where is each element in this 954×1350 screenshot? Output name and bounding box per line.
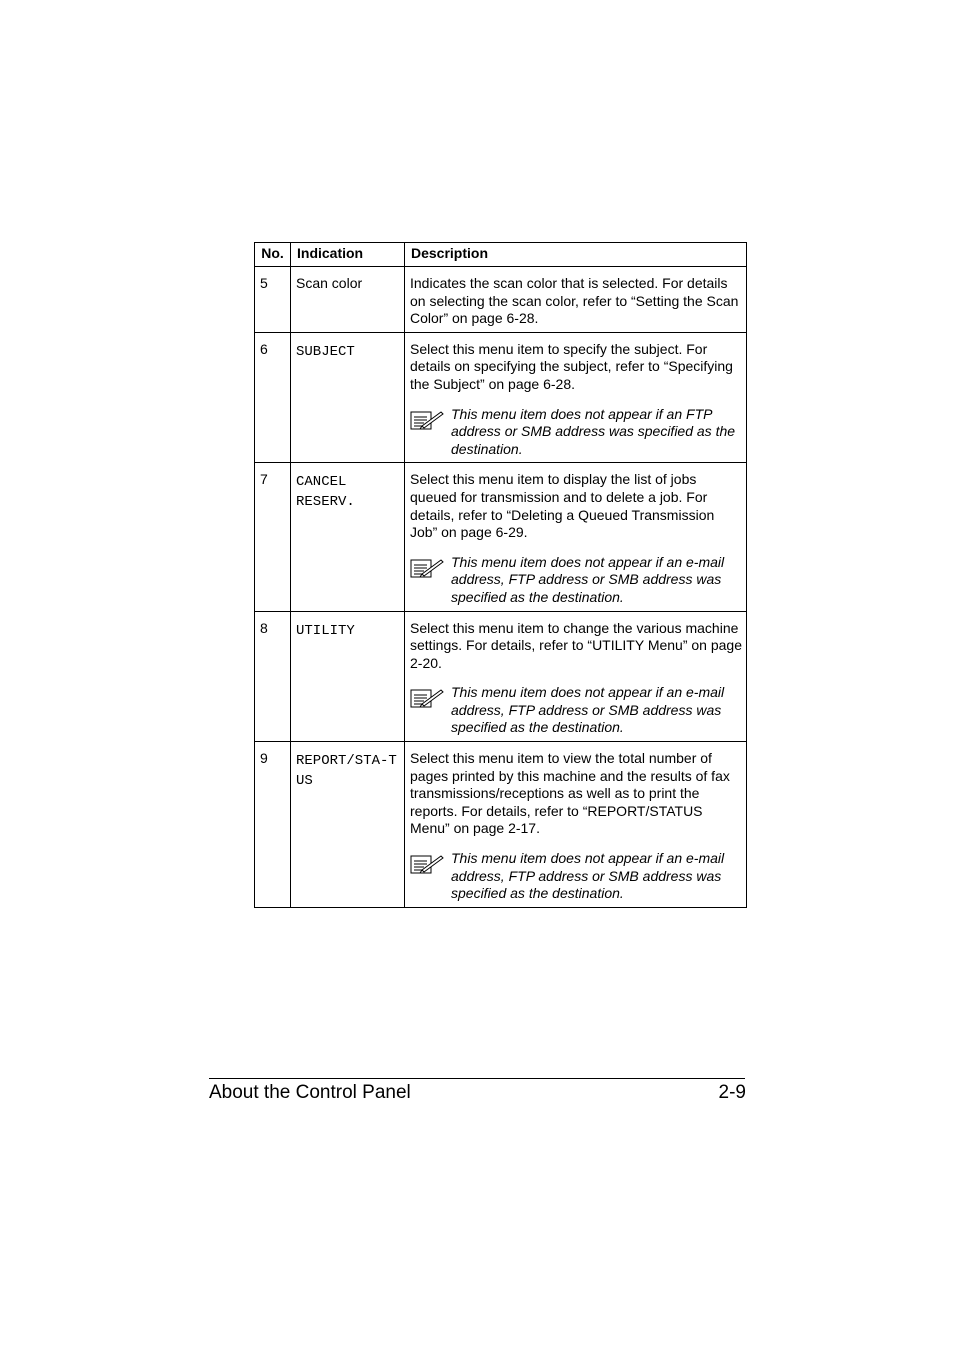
table-row (255, 332, 747, 463)
table-row (255, 611, 747, 742)
note-pencil-icon (410, 687, 444, 709)
row-indication (291, 463, 405, 611)
note-text: This menu item does not appear if an e-mail address, FTP address or SMB address was specified as the destination. (451, 684, 725, 736)
header-indication: Indication (291, 243, 405, 267)
indication-text: UTILITY (296, 622, 355, 639)
header-no: No. (255, 243, 291, 267)
table-header-row (255, 243, 747, 267)
table-row (255, 742, 747, 908)
row-description (405, 332, 747, 463)
description-text: Select this menu item to display the list of jobs queued for transmission and to delete a job. For details, refer to “Deleting a Queued Transmission Job” on page 6-29. (410, 471, 715, 541)
row-description (405, 742, 747, 908)
header-description: Description (405, 243, 747, 267)
description-text: Select this menu item to specify the subject. For details on specifying the subject, refer to “Specifying the Subject” on page 6-28. (410, 340, 733, 392)
row-description (405, 267, 747, 333)
note (410, 850, 742, 903)
note (410, 684, 742, 737)
note-text: This menu item does not appear if an e-mail address, FTP address or SMB address was specified as the destination. (451, 850, 725, 902)
description-text: Indicates the scan color that is selected. For details on selecting the scan color, refer to “Setting the Scan Color” on page 6-28. (410, 275, 739, 327)
row-description (405, 463, 747, 611)
note-text: This menu item does not appear if an FTP address or SMB address was specified as the destination. (451, 405, 736, 457)
row-indication (291, 332, 405, 463)
note-pencil-icon (410, 853, 444, 875)
footer-rule (209, 1078, 745, 1079)
note (410, 406, 742, 459)
table-row (255, 267, 747, 333)
row-number: 7 (255, 463, 291, 611)
menu-items-table (254, 242, 747, 908)
row-number: 5 (255, 267, 291, 333)
row-indication (291, 267, 405, 333)
note-pencil-icon (410, 557, 444, 579)
description-text: Select this menu item to view the total number of pages printed by this machine and the results of fax transmissions/receptions as well as to print the reports. For details, refer to “REPORT/STATUS Menu” on page 2-17. (410, 750, 730, 837)
row-indication (291, 611, 405, 742)
note-pencil-icon (410, 409, 444, 431)
table-row (255, 463, 747, 611)
indication-text: REPORT/STA-TUS (296, 753, 397, 790)
indication-text: CANCEL RESERV. (296, 474, 355, 511)
row-number: 8 (255, 611, 291, 742)
row-number: 9 (255, 742, 291, 908)
row-indication (291, 742, 405, 908)
note-text: This menu item does not appear if an e-mail address, FTP address or SMB address was specified as the destination. (451, 553, 725, 605)
footer-page-number: 2-9 (718, 1082, 746, 1103)
note (410, 554, 742, 607)
row-description (405, 611, 747, 742)
row-number: 6 (255, 332, 291, 463)
footer-section-title: About the Control Panel (209, 1082, 411, 1103)
indication-text: Scan color (296, 275, 363, 291)
description-text: Select this menu item to change the various machine settings. For details, refer to “UTILITY Menu” on page 2-20. (410, 619, 743, 671)
indication-text: SUBJECT (296, 343, 355, 360)
